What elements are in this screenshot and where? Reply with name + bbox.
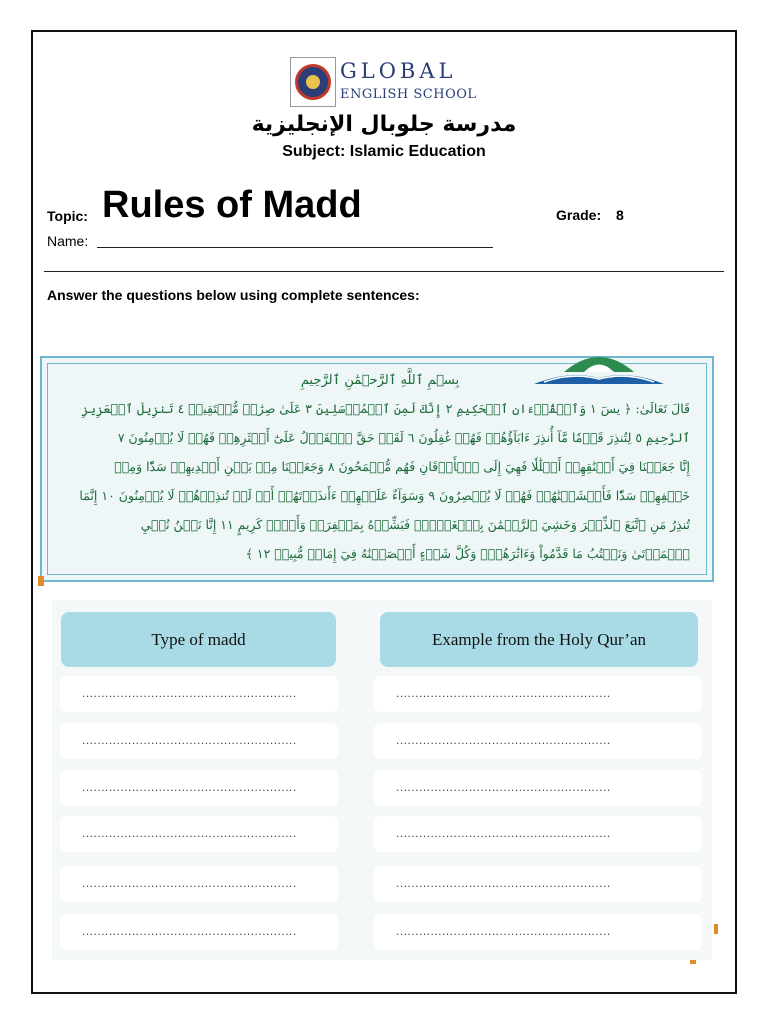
topic-title: Rules of Madd <box>102 184 362 226</box>
grade-label: Grade: <box>556 207 602 223</box>
grade-value: 8 <box>616 207 624 223</box>
school-crest-icon <box>290 57 336 107</box>
answer-cell-type[interactable]: ........................................................ <box>60 866 338 902</box>
answer-cell-example[interactable]: ........................................................ <box>374 676 702 712</box>
answer-cell-example[interactable]: ........................................................ <box>374 723 702 759</box>
verse-line: قَالَ تَعَالَىٰ: ﴿ يسٓ ١ وَٱلۡقُرۡءَانِ ٱلۡحَكِيمِ ٢ إِنَّكَ لَمِنَ ٱلۡمُرۡسَلِينَ ٣ عَلَىٰ صِرَٰطٖ مُّسۡتَقِيمٖ ٤ تَنزِيلَ ٱلۡعَزِيزِ <box>81 401 690 416</box>
quran-passage-panel <box>40 356 714 582</box>
decorative-mark <box>690 960 696 964</box>
answer-cell-type[interactable]: ........................................................ <box>60 770 338 806</box>
verse-line: ٱلرَّحِيمِ ٥ لِتُنذِرَ قَوۡمٗا مَّآ أُنذِرَ ءَابَآؤُهُمۡ فَهُمۡ غَٰفِلُونَ ٦ لَقَدۡ حَقَّ ٱلۡقَوۡلُ عَلَىٰٓ أَكۡثَرِهِمۡ فَهُمۡ لَا يُؤۡمِنُونَ ٧ <box>117 430 690 445</box>
answer-cell-example[interactable]: ........................................................ <box>374 914 702 950</box>
answer-cell-type[interactable]: ........................................................ <box>60 914 338 950</box>
answer-cell-example[interactable]: ........................................................ <box>374 770 702 806</box>
school-logo <box>290 57 480 107</box>
name-field[interactable] <box>97 247 493 248</box>
verse-line: تُنذِرُ مَنِ ٱتَّبَعَ ٱلذِّكۡرَ وَخَشِيَ ٱلرَّحۡمَٰنَ بِٱلۡغَيۡبِۖ فَبَشِّرۡهُ بِمَغۡفِرَةٖ وَأَجۡرٖ كَرِيمٍ ١١ إِنَّا نَحۡنُ نُحۡيِ <box>140 517 690 532</box>
school-name: GLOBAL <box>340 59 457 83</box>
answer-cell-example[interactable]: ........................................................ <box>374 816 702 852</box>
basmala: بِسۡمِ ٱللَّهِ ٱلرَّحۡمَٰنِ ٱلرَّحِيمِ <box>300 373 460 388</box>
subject-heading: Subject: Islamic Education <box>282 143 486 160</box>
answer-cell-type[interactable]: ........................................................ <box>60 723 338 759</box>
verse-line: ٱلۡمَوۡتَىٰ وَنَكۡتُبُ مَا قَدَّمُواْ وَءَاثَٰرَهُمۡۚ وَكُلَّ شَيۡءٍ أَحۡصَيۡنَٰهُ فِيٓ إِمَامٖ مُّبِينٖ ١٢ ﴾ <box>245 546 690 561</box>
name-label: Name: <box>47 233 89 249</box>
verse-line: إِنَّا جَعَلۡنَا فِيٓ أَعۡنَٰقِهِمۡ أَغۡلَٰلٗا فَهِيَ إِلَى ٱلۡأَذۡقَانِ فَهُم مُّقۡمَحُونَ ٨ وَجَعَلۡنَا مِنۢ بَيۡنِ أَيۡدِيهِمۡ سَدّٗا وَمِنۡ <box>114 459 690 474</box>
answer-cell-type[interactable]: ........................................................ <box>60 676 338 712</box>
decorative-mark <box>714 924 718 934</box>
header-type-of-madd: Type of madd <box>61 612 336 667</box>
divider <box>44 271 724 272</box>
arabic-school-name: مدرسة جلوبال الإنجليزية <box>251 112 517 137</box>
answer-cell-type[interactable]: ........................................................ <box>60 816 338 852</box>
topic-label: Topic: <box>47 208 88 224</box>
answer-cell-example[interactable]: ........................................................ <box>374 866 702 902</box>
decorative-mark <box>38 576 44 586</box>
verse-line: خَلۡفِهِمۡ سَدّٗا فَأَغۡشَيۡنَٰهُمۡ فَهُمۡ لَا يُبۡصِرُونَ ٩ وَسَوَآءٌ عَلَيۡهِمۡ ءَأَنذَرۡتَهُمۡ أَمۡ لَمۡ تُنذِرۡهُمۡ لَا يُؤۡمِنُونَ ١٠ إِنَّمَا <box>79 488 690 503</box>
header-example: Example from the Holy Qur’an <box>380 612 698 667</box>
school-subtitle: ENGLISH SCHOOL <box>340 87 477 102</box>
instructions: Answer the questions below using complete sentences: <box>47 287 420 303</box>
